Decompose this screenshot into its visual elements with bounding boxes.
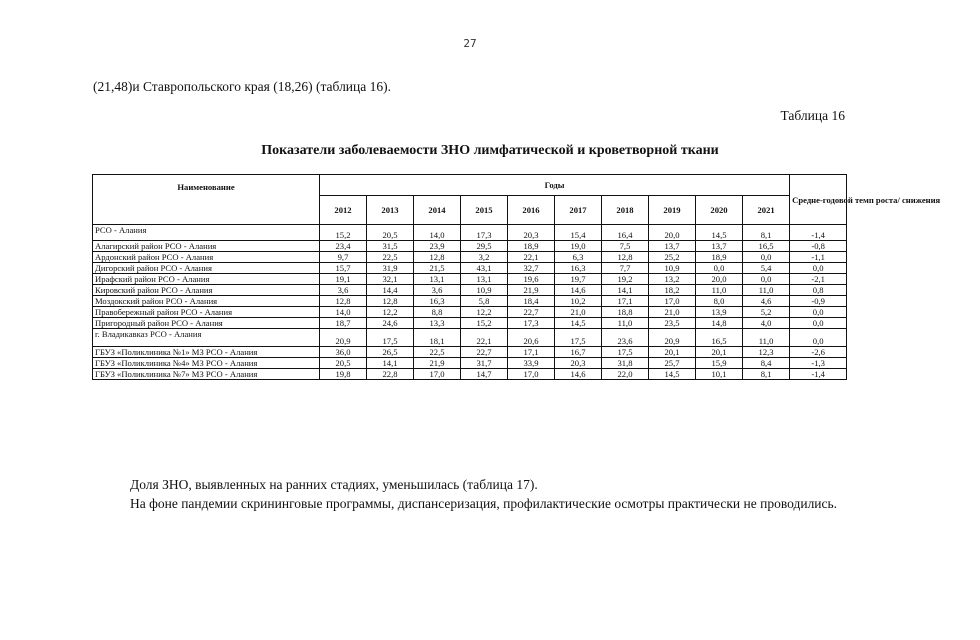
value-cell: 22,1: [461, 329, 508, 347]
year-header-2013: 2013: [367, 196, 414, 225]
value-cell: 22,5: [367, 252, 414, 263]
value-cell: 8,1: [743, 225, 790, 241]
value-cell: 21,0: [555, 307, 602, 318]
intro-line: (21,48)и Ставропольского края (18,26) (таблица 16).: [93, 79, 391, 94]
value-cell: 15,9: [696, 358, 743, 369]
value-cell: 20,0: [696, 274, 743, 285]
value-cell: 17,5: [602, 347, 649, 358]
name-column-header: Наименование: [93, 175, 320, 225]
row-name: Ардонский район РСО - Алания: [93, 252, 320, 263]
value-cell: 26,5: [367, 347, 414, 358]
table-row: [93, 263, 847, 274]
value-cell: 13,7: [649, 241, 696, 252]
growth-cell: -0,9: [790, 296, 847, 307]
value-cell: 16,4: [602, 225, 649, 241]
value-cell: 17,3: [461, 225, 508, 241]
value-cell: 10,9: [461, 285, 508, 296]
value-cell: 19,1: [320, 274, 367, 285]
row-name: ГБУЗ «Поликлиника №4» МЗ РСО - Алания: [93, 358, 320, 369]
value-cell: 18,8: [602, 307, 649, 318]
value-cell: 31,7: [461, 358, 508, 369]
value-cell: 11,0: [743, 285, 790, 296]
value-cell: 21,5: [414, 263, 461, 274]
year-header-2021: 2021: [743, 196, 790, 225]
value-cell: 19,8: [320, 369, 367, 380]
value-cell: 18,4: [508, 296, 555, 307]
value-cell: 17,3: [508, 318, 555, 329]
value-cell: 10,9: [649, 263, 696, 274]
value-cell: 31,8: [602, 358, 649, 369]
table-row: [93, 358, 847, 369]
value-cell: 7,7: [602, 263, 649, 274]
year-header-2015: 2015: [461, 196, 508, 225]
value-cell: 14,5: [649, 369, 696, 380]
row-name: Дигорский район РСО - Алания: [93, 263, 320, 274]
year-header-2012: 2012: [320, 196, 367, 225]
value-cell: 14,1: [602, 285, 649, 296]
value-cell: 17,5: [367, 329, 414, 347]
paragraph-early-detection: Доля ЗНО, выявленных на ранних стадиях, уменьшилась (таблица 17).: [130, 477, 538, 492]
value-cell: 31,5: [367, 241, 414, 252]
value-cell: 13,7: [696, 241, 743, 252]
growth-cell: 0,0: [790, 263, 847, 274]
value-cell: 14,8: [696, 318, 743, 329]
value-cell: 4,0: [743, 318, 790, 329]
value-cell: 5,2: [743, 307, 790, 318]
row-name: ГБУЗ «Поликлиника №1» МЗ РСО - Алания: [93, 347, 320, 358]
value-cell: 0,0: [743, 252, 790, 263]
value-cell: 15,2: [320, 225, 367, 241]
value-cell: 23,4: [320, 241, 367, 252]
value-cell: 16,3: [414, 296, 461, 307]
value-cell: 18,1: [414, 329, 461, 347]
value-cell: 10,1: [696, 369, 743, 380]
page-number: 27: [463, 37, 477, 50]
value-cell: 19,2: [602, 274, 649, 285]
value-cell: 18,7: [320, 318, 367, 329]
value-cell: 22,5: [414, 347, 461, 358]
value-cell: 3,2: [461, 252, 508, 263]
value-cell: 20,0: [649, 225, 696, 241]
table-row: [93, 347, 847, 358]
value-cell: 20,5: [320, 358, 367, 369]
value-cell: 19,6: [508, 274, 555, 285]
growth-cell: -1,4: [790, 225, 847, 241]
value-cell: 22,7: [461, 347, 508, 358]
value-cell: 24,6: [367, 318, 414, 329]
value-cell: 25,7: [649, 358, 696, 369]
row-name: РСО - Алания: [93, 225, 320, 241]
row-name: Правобережный район РСО - Алания: [93, 307, 320, 318]
value-cell: 33,9: [508, 358, 555, 369]
table-row: [93, 296, 847, 307]
value-cell: 29,5: [461, 241, 508, 252]
value-cell: 16,7: [555, 347, 602, 358]
value-cell: 14,1: [367, 358, 414, 369]
value-cell: 21,9: [414, 358, 461, 369]
growth-cell: 0,0: [790, 307, 847, 318]
growth-cell: -1,3: [790, 358, 847, 369]
value-cell: 22,8: [367, 369, 414, 380]
value-cell: 14,5: [555, 318, 602, 329]
value-cell: 12,8: [320, 296, 367, 307]
growth-cell: -1,1: [790, 252, 847, 263]
year-header-2017: 2017: [555, 196, 602, 225]
row-name: г. Владикавказ РСО - Алания: [93, 329, 320, 347]
value-cell: 8,4: [743, 358, 790, 369]
value-cell: 12,8: [367, 296, 414, 307]
value-cell: 20,3: [508, 225, 555, 241]
value-cell: 3,6: [414, 285, 461, 296]
value-cell: 0,0: [696, 263, 743, 274]
value-cell: 17,5: [555, 329, 602, 347]
value-cell: 12,8: [602, 252, 649, 263]
year-header-2019: 2019: [649, 196, 696, 225]
table-row: [93, 369, 847, 380]
value-cell: 5,4: [743, 263, 790, 274]
table-row: [93, 285, 847, 296]
table-row: [93, 329, 847, 347]
value-cell: 15,7: [320, 263, 367, 274]
growth-cell: 0,0: [790, 318, 847, 329]
value-cell: 14,0: [320, 307, 367, 318]
row-name: Моздокский район РСО - Алания: [93, 296, 320, 307]
year-header-2018: 2018: [602, 196, 649, 225]
value-cell: 13,3: [414, 318, 461, 329]
value-cell: 22,1: [508, 252, 555, 263]
value-cell: 23,9: [414, 241, 461, 252]
growth-cell: -0,8: [790, 241, 847, 252]
value-cell: 20,1: [649, 347, 696, 358]
value-cell: 16,3: [555, 263, 602, 274]
row-name: Кировский район РСО - Алания: [93, 285, 320, 296]
value-cell: 17,0: [649, 296, 696, 307]
value-cell: 18,9: [508, 241, 555, 252]
value-cell: 11,0: [743, 329, 790, 347]
value-cell: 17,1: [602, 296, 649, 307]
value-cell: 23,5: [649, 318, 696, 329]
value-cell: 11,0: [696, 285, 743, 296]
value-cell: 8,1: [743, 369, 790, 380]
value-cell: 19,7: [555, 274, 602, 285]
value-cell: 17,0: [414, 369, 461, 380]
table-row: [93, 318, 847, 329]
value-cell: 12,2: [461, 307, 508, 318]
value-cell: 18,2: [649, 285, 696, 296]
value-cell: 13,9: [696, 307, 743, 318]
value-cell: 22,7: [508, 307, 555, 318]
row-name: Ирафский район РСО - Алания: [93, 274, 320, 285]
table-row: [93, 241, 847, 252]
value-cell: 13,1: [414, 274, 461, 285]
value-cell: 4,6: [743, 296, 790, 307]
value-cell: 20,9: [320, 329, 367, 347]
value-cell: 14,6: [555, 285, 602, 296]
value-cell: 7,5: [602, 241, 649, 252]
value-cell: 32,1: [367, 274, 414, 285]
value-cell: 25,2: [649, 252, 696, 263]
value-cell: 14,7: [461, 369, 508, 380]
value-cell: 19,0: [555, 241, 602, 252]
growth-column-header: Средне-годовой темп роста/ снижения: [790, 175, 847, 225]
value-cell: 13,1: [461, 274, 508, 285]
value-cell: 21,0: [649, 307, 696, 318]
value-cell: 17,1: [508, 347, 555, 358]
paragraph-pandemic: На фоне пандемии скрининговые программы, диспансеризация, профилактические осмотры практически не проводились.: [130, 496, 838, 511]
value-cell: 8,0: [696, 296, 743, 307]
table-row: [93, 274, 847, 285]
value-cell: 16,5: [743, 241, 790, 252]
value-cell: 11,0: [602, 318, 649, 329]
growth-cell: -1,4: [790, 369, 847, 380]
growth-cell: -2,6: [790, 347, 847, 358]
value-cell: 20,5: [367, 225, 414, 241]
value-cell: 15,2: [461, 318, 508, 329]
value-cell: 14,5: [696, 225, 743, 241]
value-cell: 12,3: [743, 347, 790, 358]
value-cell: 20,9: [649, 329, 696, 347]
value-cell: 3,6: [320, 285, 367, 296]
value-cell: 17,0: [508, 369, 555, 380]
year-header-2020: 2020: [696, 196, 743, 225]
growth-cell: 0,0: [790, 329, 847, 347]
row-name: Алагирский район РСО - Алания: [93, 241, 320, 252]
row-name: Пригородный район РСО - Алания: [93, 318, 320, 329]
value-cell: 16,5: [696, 329, 743, 347]
table-caption: Таблица 16: [780, 108, 845, 123]
value-cell: 21,9: [508, 285, 555, 296]
value-cell: 43,1: [461, 263, 508, 274]
table-row: [93, 225, 847, 241]
table-row: [93, 252, 847, 263]
growth-cell: -2,1: [790, 274, 847, 285]
value-cell: 10,2: [555, 296, 602, 307]
value-cell: 8,8: [414, 307, 461, 318]
years-column-header: Годы: [320, 175, 790, 196]
value-cell: 13,2: [649, 274, 696, 285]
value-cell: 18,9: [696, 252, 743, 263]
value-cell: 23,6: [602, 329, 649, 347]
value-cell: 36,0: [320, 347, 367, 358]
value-cell: 20,1: [696, 347, 743, 358]
value-cell: 15,4: [555, 225, 602, 241]
value-cell: 12,8: [414, 252, 461, 263]
value-cell: 12,2: [367, 307, 414, 318]
row-name: ГБУЗ «Поликлиника №7» МЗ РСО - Алания: [93, 369, 320, 380]
table-title: Показатели заболеваемости ЗНО лимфатической и кроветворной ткани: [261, 143, 719, 158]
value-cell: 0,0: [743, 274, 790, 285]
value-cell: 20,3: [555, 358, 602, 369]
value-cell: 6,3: [555, 252, 602, 263]
value-cell: 31,9: [367, 263, 414, 274]
value-cell: 20,6: [508, 329, 555, 347]
value-cell: 9,7: [320, 252, 367, 263]
incidence-table: [92, 174, 941, 380]
table-row: [93, 307, 847, 318]
growth-cell: 0,8: [790, 285, 847, 296]
value-cell: 14,6: [555, 369, 602, 380]
year-header-2016: 2016: [508, 196, 555, 225]
value-cell: 5,8: [461, 296, 508, 307]
value-cell: 32,7: [508, 263, 555, 274]
value-cell: 14,4: [367, 285, 414, 296]
value-cell: 14,0: [414, 225, 461, 241]
value-cell: 22,0: [602, 369, 649, 380]
year-header-2014: 2014: [414, 196, 461, 225]
